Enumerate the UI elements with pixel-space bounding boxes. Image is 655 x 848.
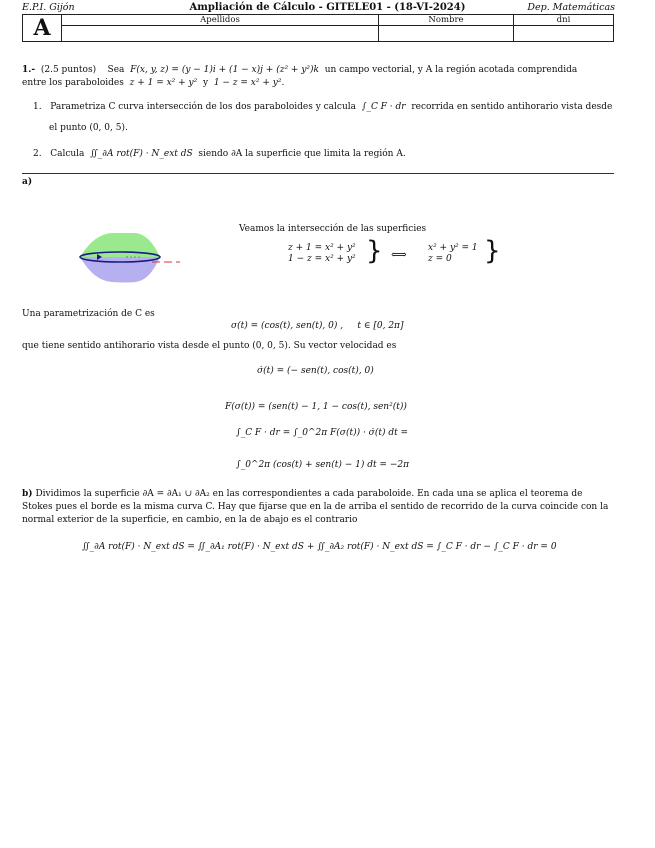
part-b-line-1 <box>22 488 622 501</box>
problem-and: y <box>202 78 209 88</box>
line-integral-2: ∫_0^2π (cos(t) + sen(t) − 1) dt = −2π <box>236 460 410 470</box>
field-on-curve: F(σ(t)) = (sen(t) − 1, 1 − cos(t), sen²(t)) <box>225 402 407 412</box>
item-1-integral: ∫_C F · dr <box>361 102 406 112</box>
part-b-text-2: Stokes pues el borde es la misma curva C. Hay que fijarse que en la de arriba el sentido de recorrido de la curva coincide con la <box>22 502 609 512</box>
header-school: E.P.I. Gijón <box>22 2 75 13</box>
system-1 <box>288 243 356 265</box>
problem-line2 <box>22 77 284 90</box>
exam-version-letter: A <box>23 15 62 42</box>
system-1-eq-1: z + 1 = x² + y² <box>288 243 356 253</box>
field-definition: F(x, y, z) = (y − 1)i + (1 − x)j + (z² + y²)k <box>130 65 319 75</box>
problem-line2-start: entre los paraboloides <box>22 78 124 88</box>
problem-number: 1.- <box>22 65 36 75</box>
part-b-text-1: Dividimos la superficie ∂A = ∂A₁ ∪ ∂A₂ en las correspondientes a cada paraboloide. En cada una se aplica el teorema de <box>35 489 583 499</box>
item-2-tail: siendo ∂A la superficie que limita la región A. <box>198 149 406 159</box>
paraboloid-1: z + 1 = x² + y² <box>129 78 198 88</box>
item-1-number: 1. <box>33 102 42 112</box>
section-divider <box>22 173 614 174</box>
system-2-eq-1: x² + y² = 1 <box>428 243 478 253</box>
item-2-text: Calcula <box>50 149 85 159</box>
param-intro: Una parametrización de C es <box>22 309 155 319</box>
paraboloids-figure <box>72 226 182 288</box>
item-2-integral: ∬_∂A rot(F) · N_ext dS <box>90 149 193 159</box>
problem-points: (2.5 puntos) <box>40 65 97 75</box>
system-1-eq-2: 1 − z = x² + y² <box>288 254 356 264</box>
orientation-text: que tiene sentido antihorario vista desde el punto (0, 0, 5). Su vector velocidad es <box>22 341 397 351</box>
part-b-text-3: normal exterior de la superficie, en cambio, en la de abajo es el contrario <box>22 515 358 525</box>
item-2-number: 2. <box>33 149 42 159</box>
col-nombre: Nombre <box>379 15 514 26</box>
apellidos-field[interactable] <box>62 26 379 42</box>
dni-field[interactable] <box>514 26 614 42</box>
item-1-tail: recorrida en sentido antihorario vista desde <box>411 102 613 112</box>
problem-sea: Sea <box>107 65 125 75</box>
system-2 <box>428 243 478 265</box>
header-title: Ampliación de Cálculo - GITELE01 - (18-VI-2024) <box>189 2 466 13</box>
stokes-final-equation: ∬_∂A rot(F) · N_ext dS = ∬_∂A₁ rot(F) · N_ext dS + ∬_∂A₂ rot(F) · N_ext dS = ∫_C F · dr − ∫_C F · dr = 0 <box>82 542 557 552</box>
student-id-table <box>22 14 614 42</box>
col-dni: dni <box>514 15 614 26</box>
problem-statement <box>22 64 622 77</box>
system-2-eq-2: z = 0 <box>428 254 452 264</box>
paraboloid-2: 1 − z = x² + y². <box>213 78 285 88</box>
part-a-label: a) <box>22 177 33 187</box>
item-1 <box>33 101 623 114</box>
brace-2: } <box>484 236 501 266</box>
part-b-label: b) <box>22 489 33 499</box>
intersection-title: Veamos la intersección de las superficies <box>239 224 427 234</box>
header-department: Dep. Matemáticas <box>527 2 615 13</box>
line-integral-1: ∫_C F · dr = ∫_0^2π F(σ(t)) · σ̇(t) dt = <box>236 428 409 438</box>
brace-1: } <box>366 236 383 266</box>
nombre-field[interactable] <box>379 26 514 42</box>
col-apellidos: Apellidos <box>62 15 379 26</box>
problem-intro-tail: un campo vectorial, y A la región acotada comprendida <box>324 65 578 75</box>
iff-symbol: ⟺ <box>391 248 407 261</box>
parametrization: σ(t) = (cos(t), sen(t), 0) , t ∈ [0, 2π] <box>231 321 404 331</box>
velocity-vector: σ̇(t) = (− sen(t), cos(t), 0) <box>257 366 374 376</box>
item-2 <box>33 148 406 161</box>
item-1-text: Parametriza C curva intersección de los dos paraboloides y calcula <box>50 102 357 112</box>
item-1-line2: el punto (0, 0, 5). <box>49 123 128 133</box>
